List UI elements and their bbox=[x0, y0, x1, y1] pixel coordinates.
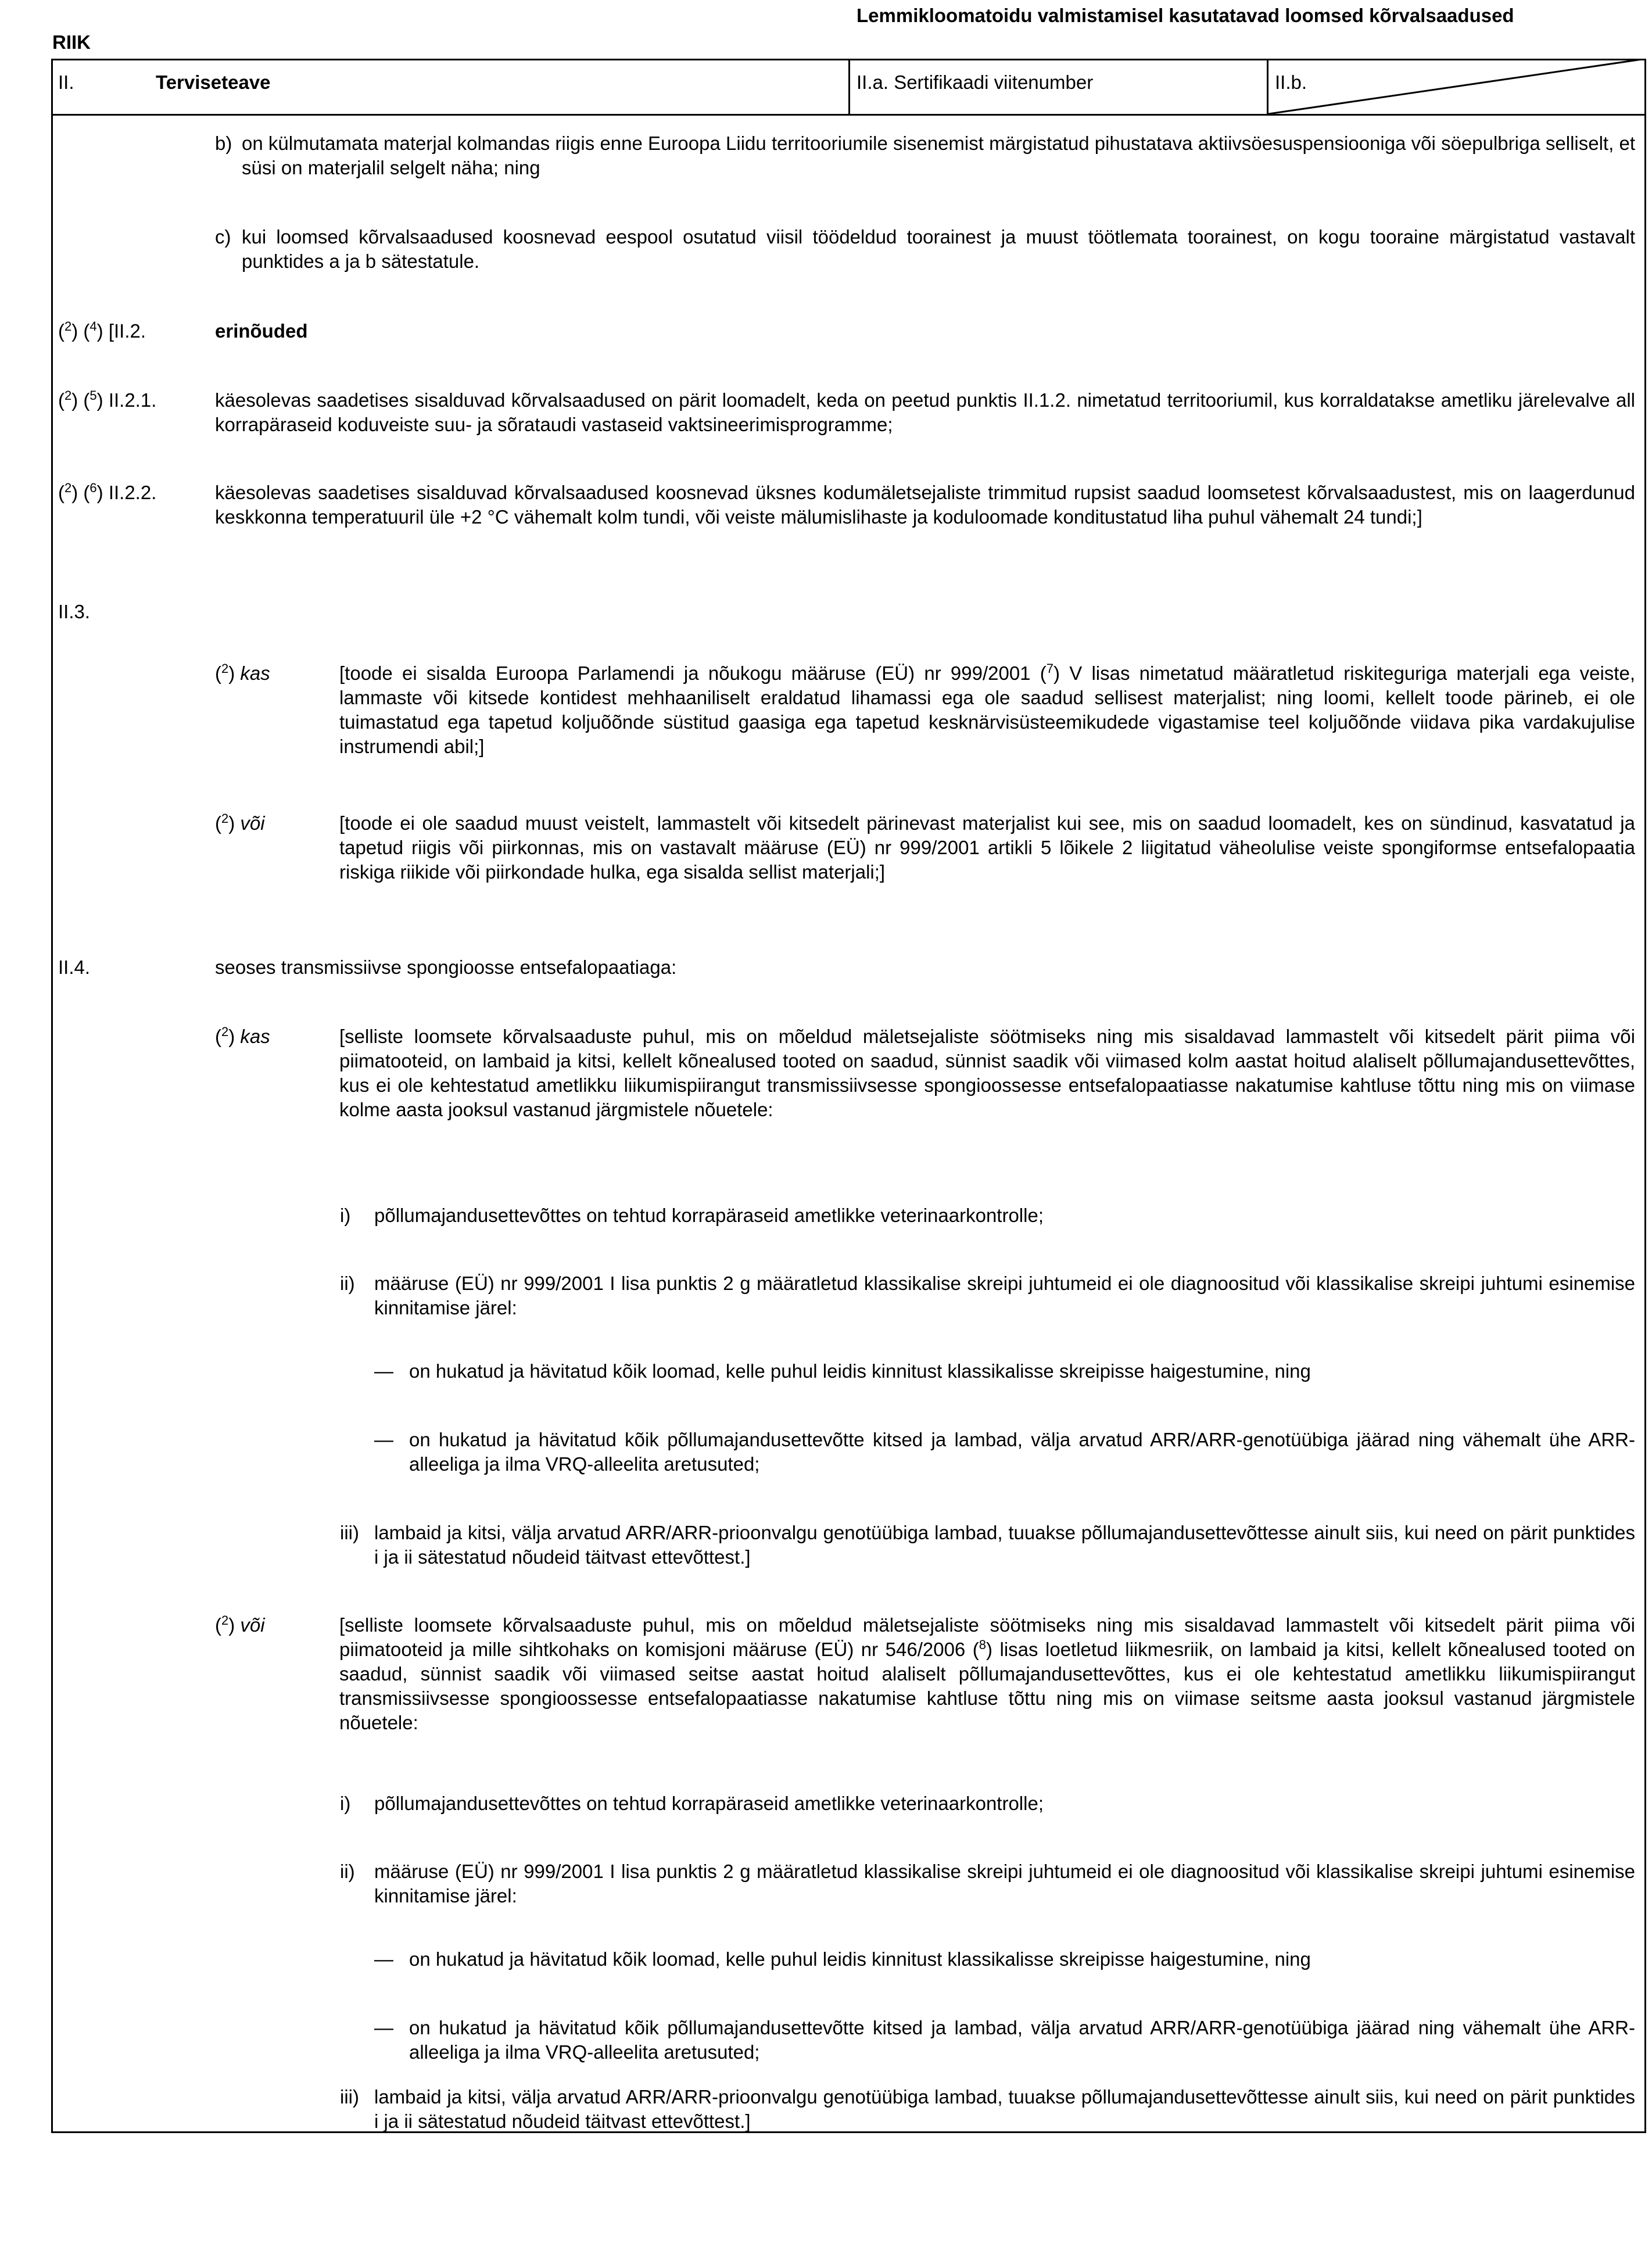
ii4-voi-iii-label: iii) bbox=[340, 2086, 359, 2108]
ii4-kas-iii-label: iii) bbox=[340, 1522, 359, 1543]
ii4-kas-text: [selliste loomsete kõrvalsaaduste puhul, mis on mõeldud mäletsejaliste söötmiseks ning mis sisaldavad lammastelt või kitsedelt pärit piima või piimatooteid, on lambaid ja kitsi, kellelt kõnealused tooted on saadud, sünnist saadik või viimased kolm aastat hoitud alaliselt põllumajandusettevõttes, kus ei ole kehtestatud ametlikku liikumispiirangut transmissiivsesse spongioossesse entsefalopaatiasse nakatumise kahtluse tõttu ning mis on viimase kolme aasta jooksul vastanud järgmistele nõuetele: bbox=[339, 1026, 1635, 1120]
ii4-voi-text: [selliste loomsete kõrvalsaaduste puhul, mis on mõeldud mäletsejaliste söötmiseks ning mis sisaldavad lammastelt või kitsedelt pärit piima või piimatooteid ja mille sihtkohaks on komisjoni määruse (EÜ) nr 546/2006 ($^8$) lisas loetletud liikmesriik, on lambaid ja kitsi, kellelt kõnealused tooted on saadud, sünnist saadik või viimased seitse aastat hoitud alaliselt põllumajandusettevõttes, kus ei ole kehtestatud ametlikku liikumispiirangut transmissiivsesse spongioossesse entsefalopaatiasse nakatumise kahtluse tõttu ning mis on viimase seitsme aasta jooksul vastanud järgmistele nõuetele: bbox=[339, 1614, 1635, 1733]
ii4-kas-dash2-text: on hukatud ja hävitatud kõik põllumajandusettevõtte kitsed ja lambad, välja arvatud ARR/ARR-genotüübiga jäärad ning vähemalt ühe ARR-alleeliga ja ilma VRQ-alleelita aretusuted; bbox=[409, 1429, 1635, 1475]
ii3-voi-label: ($^2$) või bbox=[215, 811, 265, 834]
ii4-kas-i-label: i) bbox=[340, 1205, 351, 1226]
ii4-kas-label: ($^2$) kas bbox=[215, 1024, 270, 1047]
ii3-kas-text: [toode ei sisalda Euroopa Parlamendi ja nõukogu määruse (EÜ) nr 999/2001 ($^7$) V lisas nimetatud määratletud riskiteguriga materjali ega veiste, lammaste või kitsede kontidest mehhaaniliselt eraldatud lihamassi ega ole saadud sellisest materjalist; ning loomi, kellelt toode pärineb, ei ole tuimastatud ega tapetud koljuõõnde süstitud gaasiga ega tapetud kesknärvisüsteemikudede vigastamise teel koljuõõnde viidava pika vardakujulise instrumendi abil;] bbox=[339, 661, 1636, 757]
ii4-voi-ii-text: määruse (EÜ) nr 999/2001 I lisa punktis 2 g määratletud klassikalise skreipi juhtumeid ei ole diagnoositud või klassikalise skreipi juhtumi esinemise kinnitamise järel: bbox=[374, 1861, 1635, 1906]
iib-label: II.b. bbox=[1275, 71, 1307, 93]
ii4-kas-ii-text: määruse (EÜ) nr 999/2001 I lisa punktis 2 g määratletud klassikalise skreipi juhtumeid ei ole diagnoositud või klassikalise skreipi juhtumi esinemise kinnitamise järel: bbox=[374, 1273, 1635, 1318]
ii4-voi-label: ($^2$) või bbox=[215, 1613, 265, 1636]
ii4-voi-iii-text: lambaid ja kitsi, välja arvatud ARR/ARR-prioonvalgu genotüübiga lambad, tuuakse põllumajandusettevõttesse ainult siis, kui need on pärit punktides i ja ii sätestatud nõudeid täitvast ettevõttest.] bbox=[374, 2086, 1635, 2132]
ii4-label: II.4. bbox=[58, 956, 91, 978]
ii4-kas-dash1-symbol: — bbox=[374, 1360, 393, 1382]
ii4-kas-ii-label: ii) bbox=[340, 1273, 355, 1294]
ii4-voi-i-label: i) bbox=[340, 1793, 351, 1814]
ii4-kas-dash1-text: on hukatud ja hävitatud kõik loomad, kelle puhul leidis kinnitust klassikalisse skreipisse haigestumine, ning bbox=[409, 1360, 1311, 1382]
ii4-kas-iii-text: lambaid ja kitsi, välja arvatud ARR/ARR-prioonvalgu genotüübiga lambad, tuuakse põllumajandusettevõttesse ainult siis, kui need on pärit punktides i ja ii sätestatud nõudeid täitvast ettevõttest.] bbox=[374, 1522, 1635, 1568]
ii3-kas-label: ($^2$) kas bbox=[215, 661, 270, 684]
item-b-text: on külmutamata materjal kolmandas riigis enne Euroopa Liidu territooriumile sisenemist märgistatud pihustatava aktiivsöesuspensiooniga või söepulbriga selliselt, et süsi on materjalil selgelt näha; ning bbox=[242, 132, 1635, 178]
section-title: Terviseteave bbox=[156, 71, 271, 93]
item-c-text: kui loomsed kõrvalsaadused koosnevad eespool osutatud viisil töödeldud toorainest ja muust töötlemata toorainest, on kogu tooraine märgistatud vastavalt punktides a ja b sätestatule. bbox=[242, 226, 1635, 272]
ii4-kas-dash2-symbol: — bbox=[374, 1429, 393, 1450]
country-label: RIIK bbox=[52, 31, 91, 53]
certificate-title: Lemmikloomatoidu valmistamisel kasutatavad loomsed kõrvalsaadused bbox=[857, 5, 1514, 26]
ii4-voi-dash2-symbol: — bbox=[374, 2017, 393, 2038]
ii2-title: erinõuded bbox=[215, 320, 308, 342]
ii4-text: seoses transmissiivse spongioosse entsefalopaatiaga: bbox=[215, 956, 677, 978]
ii22-label: ($^2$) ($^6$) II.2.2. bbox=[58, 481, 157, 503]
cert-ref-label: II.a. Sertifikaadi viitenumber bbox=[857, 71, 1094, 93]
ii4-voi-i-text: põllumajandusettevõttes on tehtud korrapäraseid ametlikke veterinaarkontrolle; bbox=[374, 1793, 1044, 1814]
item-c-label: c) bbox=[215, 226, 231, 248]
ii4-voi-dash1-text: on hukatud ja hävitatud kõik loomad, kelle puhul leidis kinnitust klassikalisse skreipisse haigestumine, ning bbox=[409, 1948, 1311, 1970]
ii4-voi-ii-label: ii) bbox=[340, 1861, 355, 1882]
header-col-divider-1 bbox=[848, 59, 850, 115]
ii3-voi-text: [toode ei ole saadud muust veistelt, lammastelt või kitsedelt pärinevast materjalist kui see, mis on saadud loomadelt, kes on sündinud, kasvatatud ja tapetud riigis või piirkonnas, mis on vastavalt määruse (EÜ) nr 999/2001 artikli 5 lõikele 2 liigitatud väheolulise veiste spongiformse entsefalopaatia riskiga riikide või piirkondade hulka, ega sisalda sellist materjali;] bbox=[339, 812, 1635, 883]
ii4-kas-i-text: põllumajandusettevõttes on tehtud korrapäraseid ametlikke veterinaarkontrolle; bbox=[374, 1205, 1044, 1226]
ii21-text: käesolevas saadetises sisalduvad kõrvalsaadused on pärit loomadelt, keda on peetud punktis II.1.2. nimetatud territooriumil, kus korraldatakse ametliku järelevalve all korrapäraseid koduveiste suu- ja sõrataudi vastaseid vaktsineerimisprogramme; bbox=[215, 389, 1635, 435]
ii21-label: ($^2$) ($^5$) II.2.1. bbox=[58, 388, 157, 411]
diagonal-strike bbox=[1268, 59, 1646, 114]
item-b-label: b) bbox=[215, 132, 232, 154]
ii22-text: käesolevas saadetises sisalduvad kõrvalsaadused koosnevad üksnes kodumäletsejaliste trimmitud rupsist saadud loomsetest kõrvalsaadustest, mis on laagerdunud keskkonna temperatuuril üle +2 °C vähemalt kolm tundi, või veiste mälumislihaste ja koduloomade konditustatud liha puhul vähemalt 24 tundi;] bbox=[215, 482, 1635, 528]
section-number: II. bbox=[58, 71, 74, 93]
ii4-voi-dash1-symbol: — bbox=[374, 1948, 393, 1970]
ii2-label: ($^2$) ($^4$) [II.2. bbox=[58, 319, 146, 342]
ii3-label: II.3. bbox=[58, 601, 91, 622]
ii4-voi-dash2-text: on hukatud ja hävitatud kõik põllumajandusettevõtte kitsed ja lambad, välja arvatud ARR/ARR-genotüübiga jäärad ning vähemalt ühe ARR-alleeliga ja ilma VRQ-alleelita aretusuted; bbox=[409, 2017, 1635, 2063]
